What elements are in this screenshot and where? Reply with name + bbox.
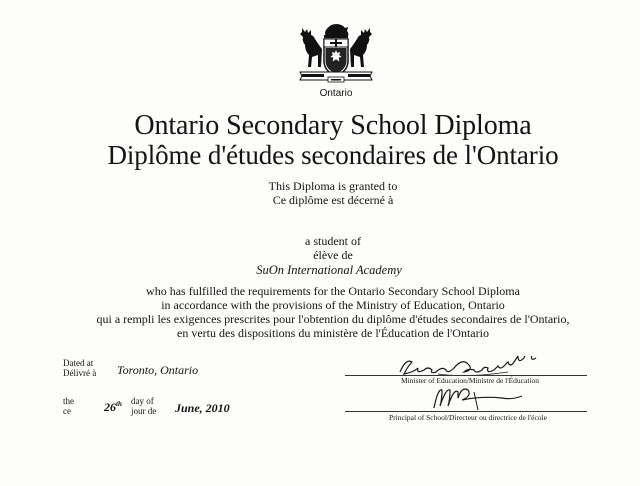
school-name: SuOn International Academy [256, 263, 402, 277]
requirements-french-line-2: en vertu des dispositions du ministère de l'Éducation de l'Ontario [177, 326, 489, 340]
day-of-label-english: day of [131, 396, 154, 406]
requirements-french-line-1: qui a rempli les exigences prescrites pour l'obtention du diplôme d'études secondaires de l'Ontario, [96, 312, 570, 326]
minister-label: Minister of Education/Ministre de l'Éducation [401, 376, 539, 385]
granted-to-french: Ce diplôme est décerné à [272, 193, 394, 207]
the-label-english: the [63, 396, 74, 406]
day-of-label-french: jour de [131, 406, 157, 416]
province-name: Ontario [319, 88, 353, 99]
diploma-title-french: Diplôme d'études secondaires de l'Ontario [107, 140, 559, 170]
requirements-english-line-2: in accordance with the provisions of the Ministry of Education, Ontario [161, 298, 505, 312]
the-label-french: ce [63, 406, 71, 416]
day-suffix: th [116, 400, 122, 408]
dated-at-label-english: Dated at [63, 358, 94, 368]
ontario-coat-of-arms-icon [296, 22, 376, 84]
principal-signature [430, 384, 550, 412]
student-of-french: élève de [313, 248, 353, 262]
granted-to-english: This Diploma is granted to [268, 179, 398, 193]
month-year-value: June, 2010 [175, 401, 230, 415]
diploma-title-english: Ontario Secondary School Diploma [134, 110, 532, 141]
principal-label: Principal of School/Directeur ou directrice de l'école [389, 413, 547, 422]
student-of-english: a student of [305, 234, 361, 248]
requirements-english-line-1: who has fulfilled the requirements for the Ontario Secondary School Diploma [146, 284, 520, 298]
principal-signature-line [345, 411, 587, 412]
day-number: 26 [104, 400, 116, 414]
dated-at-label-french: Délivré à [63, 368, 97, 378]
place-value: Toronto, Ontario [117, 363, 199, 377]
day-value [104, 401, 122, 413]
